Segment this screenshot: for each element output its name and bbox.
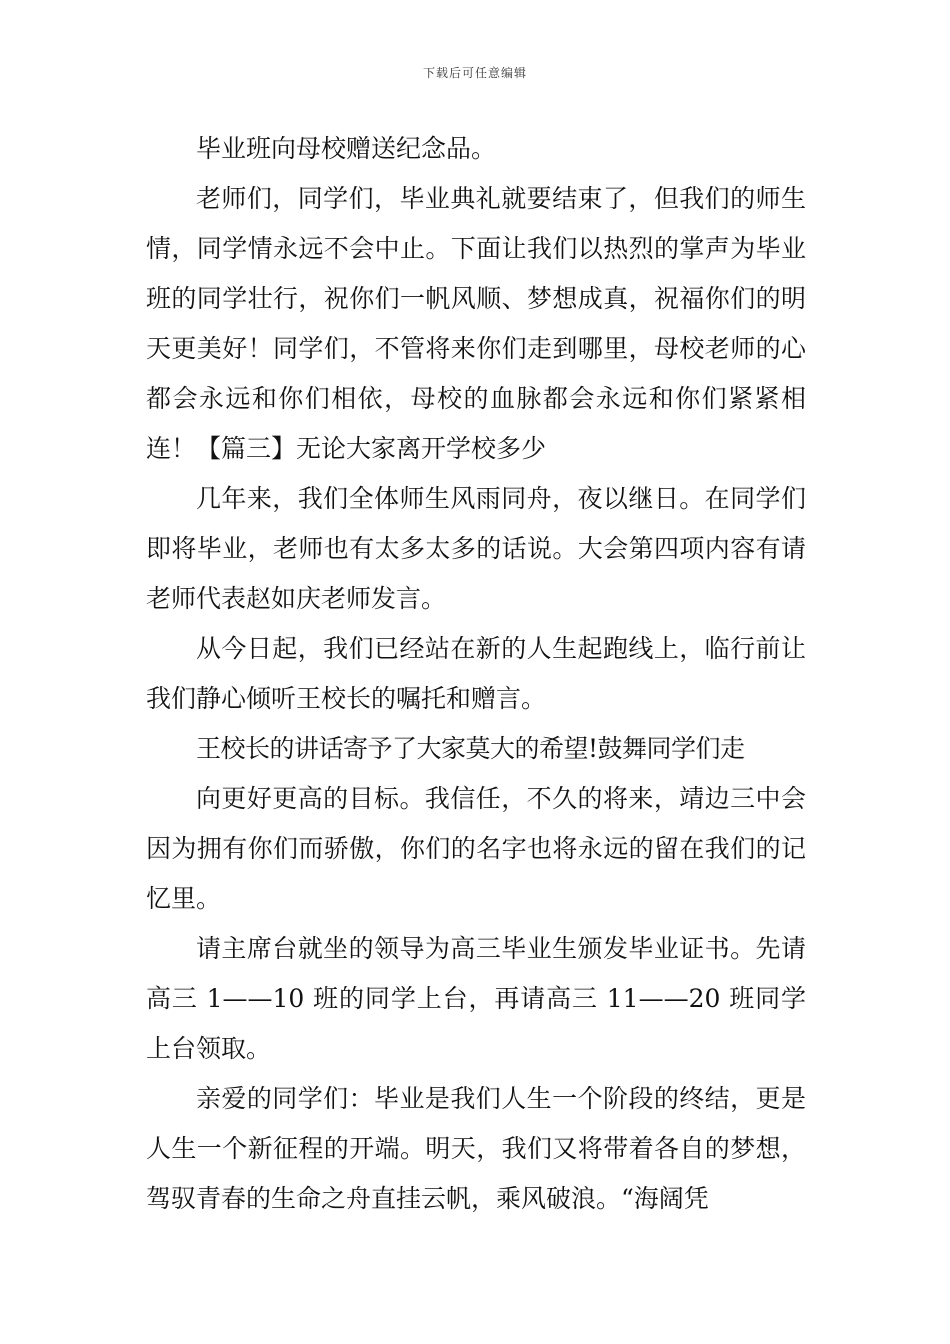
- paragraph: 老师们，同学们，毕业典礼就要结束了，但我们的师生情，同学情永远不会中止。下面让我们以热烈的掌声为毕业班的同学壮行，祝你们一帆风顺、梦想成真，祝福你们的明天更美好！同学们，不管将来你们走到哪里，母校老师的心都会永远和你们相依，母校的血脉都会永远和你们紧紧相连！【篇三】无论大家离开学校多少: [146, 184, 806, 463]
- paragraph: 从今日起，我们已经站在新的人生起跑线上，临行前让我们静心倾听王校长的嘱托和赠言。: [146, 634, 806, 713]
- page-header: 下载后可任意编辑: [422, 66, 527, 80]
- paragraph: 几年来，我们全体师生风雨同舟，夜以继日。在同学们即将毕业，老师也有太多太多的话说。大会第四项内容有请老师代表赵如庆老师发言。: [146, 484, 806, 613]
- paragraph: 向更好更高的目标。我信任，不久的将来，靖边三中会因为拥有你们而骄傲，你们的名字也将永远的留在我们的记忆里。: [146, 784, 806, 913]
- document-body: [146, 124, 806, 1224]
- paragraph: 王校长的讲话寄予了大家莫大的希望!鼓舞同学们走: [196, 734, 745, 763]
- paragraph: 亲爱的同学们：毕业是我们人生一个阶段的终结，更是人生一个新征程的开端。明天，我们又将带着各自的梦想，驾驭青春的生命之舟直挂云帆，乘风破浪。“海阔凭: [146, 1084, 806, 1213]
- paragraph: 毕业班向母校赠送纪念品。: [196, 134, 497, 163]
- paragraph: 请主席台就坐的领导为高三毕业生颁发毕业证书。先请高三 1——10 班的同学上台，再请高三 11——20 班同学上台领取。: [146, 934, 806, 1063]
